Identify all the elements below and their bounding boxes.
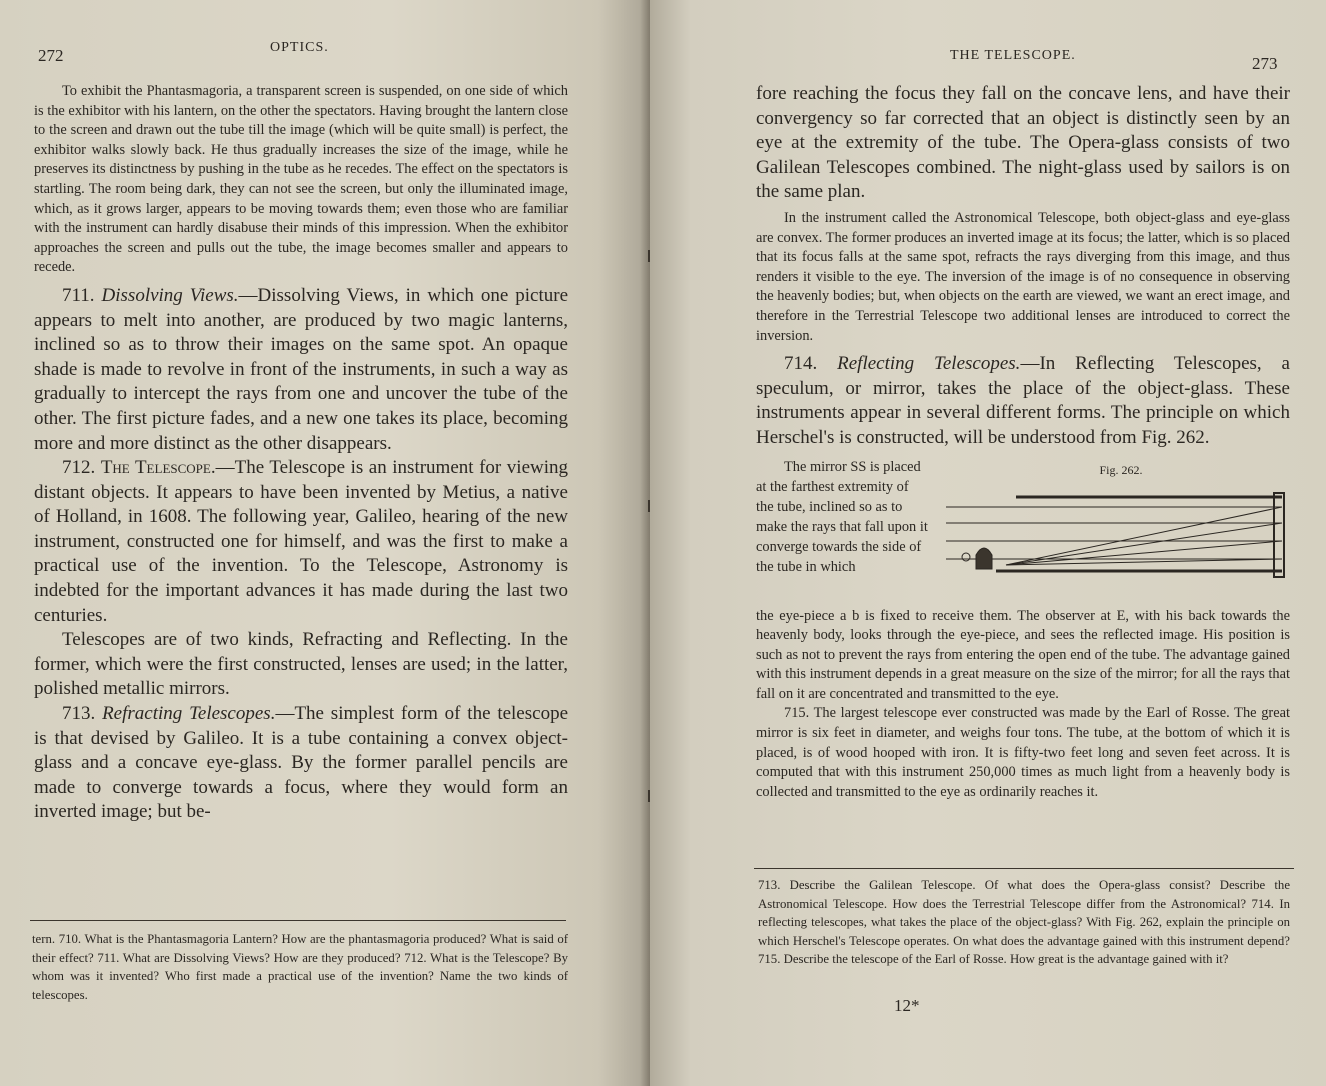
section-714 — [756, 352, 1290, 450]
left-footnote-rule — [30, 920, 566, 921]
herschel-telescope-figure — [936, 485, 1296, 585]
mirror-continuation: the eye-piece a b is fixed to receive them. The observer at E, with his back towards the heavenly body, looks through the eye-piece, and sees the reflected image. His position is such as not to prevent the rays from entering the open end of the tube. The advantage gained with this instrument depends in a great measure on the size of the mirror; for all the rays that fall on it are concentrated and transmitted to the eye. — [756, 607, 1290, 702]
section-711-body: —Dissolving Views, in which one picture appears to melt into another, are produced by two magic lanterns, inclined so as to throw their images on the same spot. An opaque shade is made to revolve in front of the instruments, in such a way as gradually to intercept the rays from one and uncover the tube of the other. The first picture fades, and a new one takes its place, becoming more and more distinct as the other disappears. — [34, 284, 568, 454]
section-712 — [34, 456, 568, 628]
left-questions-text: tern. 710. What is the Phantasmagoria Lantern? How are the phantasmagoria produced? What is said of their effect? 711. What are Dissolving Views? How are they produced? 712. What is the Telescope? By whom was it invented? Who first made a practical use of the invention? Name the two kinds of telescopes. — [32, 932, 568, 1002]
figure-block — [756, 457, 1290, 607]
right-page-number: 273 — [1252, 54, 1278, 73]
section-712-title: The Telescope. — [100, 457, 216, 479]
eye-piece — [976, 548, 992, 569]
section-713-number: 713. — [62, 703, 96, 725]
astronomical-paragraph: In the instrument called the Astronomical Telescope, both object-glass and eye-glass are convex. The former produces an inverted image at its focus; the latter, which is so placed that its focus falls at the same spot, refracts the rays diverging from this image, and thus renders it visible to the eye. The inversion of the image is of no consequence in observing the heavenly bodies; but, when objects on the earth are viewed, we want an erect image, and therefore in the Terrestrial Telescope two additional lenses are introduced to correct the inversion. — [756, 209, 1290, 344]
mirror-text: The mirror SS is placed at the farthest extremity of the tube, inclined so as to make the rays that fall upon it converge towards the side of the tube in which — [756, 458, 928, 575]
section-713-title: Refracting Telescopes. — [102, 703, 276, 725]
section-712-number: 712. — [62, 457, 96, 479]
right-questions-text: 713. Describe the Galilean Telescope. Of what does the Opera-glass consist? Describe the Astronomical Telescope. How does the Terrestrial Telescope differ from the Astronomical? 714. In reflecting telescopes, what takes the place of the object-glass? With Fig. 262, explain the principle on which Herschel's Telescope operates. On what does the advantage gained with this instrument depend? 715. Describe the telescope of the Earl of Rosse. How great is the advantage gained with it? — [758, 878, 1290, 967]
section-713 — [34, 702, 568, 825]
section-715: 715. The largest telescope ever constructed was made by the Earl of Rosse. The great mirror is six feet in diameter, and weighs four tons. The tube, at the bottom of which it is placed, is of wood hooped with iron. It is fifty-two feet long and seven feet across. It is computed that with this instrument 250,000 times as much light from a heavenly body is collected and transmitted to the eye as ordinarily reaches it. — [756, 705, 1290, 800]
mirror-ss — [1274, 493, 1284, 577]
section-714-body: —In Reflecting Telescopes, a speculum, or mirror, takes the place of the object-glass. These instruments appear in several different forms. The principle on which Herschel's is constructed, will be understood from Fig. 262. — [756, 353, 1290, 448]
section-712-body: —The Telescope is an instrument for viewing distant objects. It appears to have been invented by Metius, a native of Holland, in 1608. The following year, Galileo, hearing of the new instrument, constructed one for himself, and was the first to make a practical use of the invention. To the Telescope, Astronomy is indebted for the important advances it has made during the last two centuries. — [34, 457, 569, 626]
observer-eye — [962, 553, 970, 561]
section-713-body: —The simplest form of the telescope is that devised by Galileo. It is a tube containing a convex object-glass and a concave eye-glass. By the former parallel pencils are made to converge towards a focus, where they would form an inverted image; but be- — [34, 703, 569, 823]
reflected-ray — [1006, 541, 1282, 565]
figure-caption: Fig. 262. — [1099, 462, 1143, 477]
telescope-kinds-paragraph: Telescopes are of two kinds, Refracting and Reflecting. In the former, which were the first constructed, lenses are used; in the latter, polished metallic mirrors. — [34, 629, 568, 700]
right-body — [756, 82, 1290, 802]
continuation-paragraph: fore reaching the focus they fall on the concave lens, and have their convergency so far corrected that an object is distinctly seen by an eye at the extremity of the tube. The Opera-glass consists of two Galilean Telescopes combined. The night-glass used by sailors is on the same plan. — [756, 83, 1290, 203]
section-711-title: Dissolving Views. — [101, 284, 239, 306]
right-page — [650, 0, 1326, 1086]
left-page-number: 272 — [38, 46, 64, 65]
left-running-head: OPTICS. — [270, 40, 329, 55]
section-714-title: Reflecting Telescopes. — [837, 353, 1021, 375]
right-running-head: THE TELESCOPE. — [950, 48, 1076, 63]
reflected-ray — [1006, 559, 1282, 565]
section-711 — [34, 284, 568, 456]
right-questions — [758, 876, 1290, 969]
right-footnote-rule — [754, 868, 1294, 869]
left-page — [0, 0, 650, 1086]
section-711-number: 711. — [62, 284, 95, 306]
phantasmagoria-paragraph: To exhibit the Phantasmagoria, a transparent screen is suspended, on one side of which is the exhibitor with his lantern, on the other the spectators. Having brought the lantern close to the screen and drawn out the tube till the image (which will be quite small) is perfect, the exhibitor walks slowly back. He thus gradually increases the size of the image, while he preserves its distinctness by pushing in the tube as he recedes. The effect on the spectators is startling. The room being dark, they can not see the screen, but only the illuminated image, which, as it grows larger, appears to be moving towards them; even those who are familiar with the instrument can hardly disabuse their minds of this impression. When the exhibitor approaches the screen and pulls out the tube, the image becomes smaller and appears to recede. — [34, 83, 568, 276]
reflected-ray — [1006, 507, 1282, 565]
section-714-number: 714. — [784, 353, 818, 375]
left-body — [34, 82, 568, 825]
printer-signature: 12* — [894, 996, 920, 1015]
left-questions — [32, 930, 568, 1004]
